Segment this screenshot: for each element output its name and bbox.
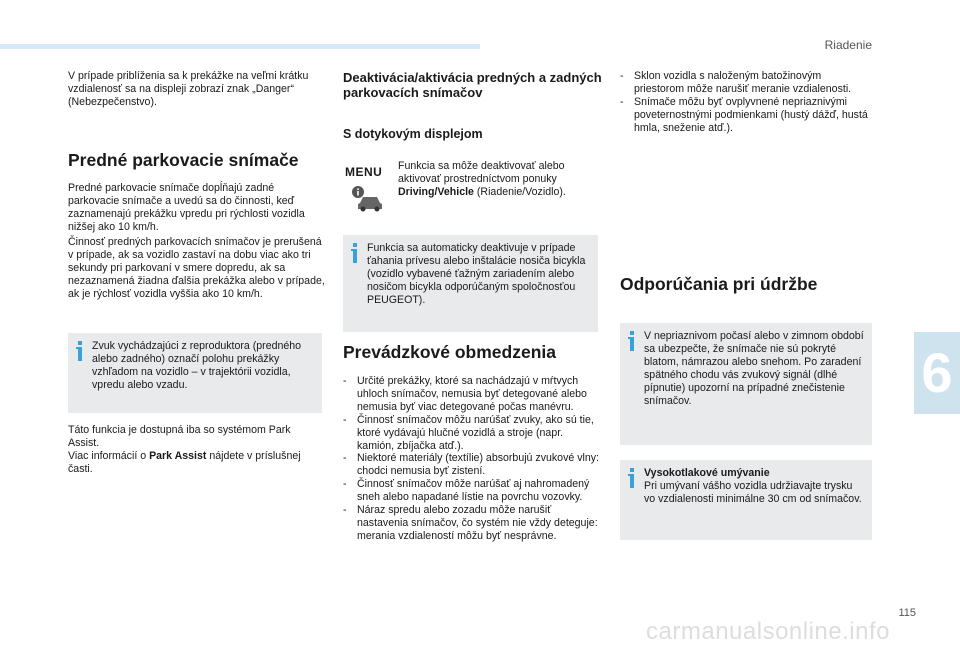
limits-item: - Činnosť snímačov môže narúšať aj nahromadený sneh alebo napadané lístie na povrchu vozovky. bbox=[343, 478, 601, 504]
info-note-weather-text: V nepriaznivom počasí alebo v zimnom období sa ubezpečte, že snímače nie sú pokryté blatom, námrazou alebo snehom. Po zaradení spätného chodu vás zvukový signál (dlhé pípnutie) upozorní na prípadné znečistenie snímačov. bbox=[644, 330, 864, 407]
info-icon bbox=[628, 468, 637, 488]
ref-text-bold: Park Assist bbox=[149, 450, 207, 462]
page-number: 115 bbox=[898, 607, 916, 619]
limits-list-continued bbox=[620, 70, 870, 135]
section-label: Riadenie bbox=[824, 38, 872, 52]
front-sensors-para2: Činnosť predných parkovacích snímačov je prerušená v prípade, ak sa vozidlo zastaví na dobu viac ako tri sekundy pri parkovaní v smere dopredu, ak sa nezaznamená žiadna ďalšia prekážka alebo v prípade, ak je rýchlosť vozidla vyššia ako 10 km/h. bbox=[68, 236, 325, 300]
highpressure-text: Pri umývaní vášho vozidla udržiavajte trysku vo vzdialenosti minimálne 30 cm od snímačov. bbox=[644, 479, 862, 505]
info-icon bbox=[351, 243, 360, 263]
park-assist-availability: Táto funkcia je dostupná iba so systémom Park Assist. bbox=[68, 424, 291, 449]
front-sensors-para1: Predné parkovacie snímače dopĺňajú zadné parkovacie snímače a uvedú sa do činnosti, keď zaznamenajú prekážku vpredu pri rýchlosti vozidla nižšej ako 10 km/h. bbox=[68, 182, 305, 233]
info-note-trailer-text: Funkcia sa automaticky deaktivuje v prípade ťahania prívesu alebo inštalácie nosiča bicykla (vozidlo vybavené ťažným zariadením alebo nosičom bicykla odporúčaným spoločnosťou PEUGEOT). bbox=[367, 242, 586, 306]
limits-item: - Snímače môžu byť ovplyvnené nepriaznivými poveternostnými podmienkami (hustý dážď, hustá hmla, sneženie atď.). bbox=[620, 96, 870, 135]
intro-text: V prípade priblíženia sa k prekážke na veľmi krátku vzdialenosť sa na displeji zobrazí znak „Danger“ (Nebezpečenstvo). bbox=[68, 70, 309, 108]
limits-item: - Niektoré materiály (textílie) absorbujú zvukové vlny: chodci nemusia byť zistení. bbox=[343, 452, 601, 478]
highpressure-title bbox=[644, 467, 864, 480]
maintenance-heading: Odporúčania pri údržbe bbox=[620, 274, 818, 294]
deactivation-heading: Deaktivácia/aktivácia predných a zadných parkovacích snímačov bbox=[343, 70, 602, 100]
info-note-text: Zvuk vychádzajúci z reproduktora (predného alebo zadného) označí polohu prekážky vzhľadom na vozidlo – v trajektórii vozidla, vpredu alebo vzadu. bbox=[92, 340, 302, 391]
info-note-highpressure bbox=[620, 460, 872, 540]
limits-item: - Určité prekážky, ktoré sa nachádzajú v mŕtvych uhloch snímačov, nemusia byť detegované alebo nemusia byť viac detegované počas manévru. bbox=[343, 375, 601, 414]
ref-text-post: nájdete v príslušnej časti. bbox=[68, 450, 301, 475]
header-accent-bar bbox=[0, 44, 480, 49]
ref-text-pre: Viac informácií o bbox=[68, 450, 150, 462]
limits-item: - Náraz spredu alebo zozadu môže narušiť nastavenia snímačov, čo systém nie vždy deteguje: merania vzdialeností môžu byť nesprávne. bbox=[343, 504, 601, 543]
info-note-weather bbox=[620, 323, 872, 445]
highpressure-title-text: Vysokotlakové umývanie bbox=[644, 467, 770, 479]
limits-item: - Sklon vozidla s naloženým batožinovým priestorom môže narušiť meranie vzdialenosti. bbox=[620, 70, 870, 96]
touchscreen-subheading: S dotykovým displejom bbox=[343, 127, 483, 141]
info-note-trailer bbox=[343, 235, 598, 332]
menu-icon: MENU bbox=[345, 165, 383, 179]
info-icon bbox=[76, 341, 85, 361]
driving-vehicle-menu-name: Driving/Vehicle bbox=[398, 185, 474, 198]
car-settings-icon bbox=[352, 186, 386, 212]
menu-text-post: (Riadenie/Vozidlo). bbox=[473, 185, 566, 198]
info-icon bbox=[628, 331, 637, 351]
menu-text-pre: Funkcia sa môže deaktivovať alebo aktivovať prostredníctvom ponuky bbox=[398, 160, 565, 185]
park-assist-reference bbox=[68, 450, 318, 476]
limits-list bbox=[343, 375, 601, 543]
watermark: carmanualsonline.info bbox=[646, 618, 890, 645]
limits-heading: Prevádzkové obmedzenia bbox=[343, 342, 556, 362]
limits-item: - Činnosť snímačov môžu narúšať zvuky, ako sú tie, ktoré vydávajú hlučné vozidlá a stroje (napr. kamión, zbíjačka atď.). bbox=[343, 414, 601, 453]
chapter-tab: 6 bbox=[914, 332, 960, 414]
front-sensors-heading: Predné parkovacie snímače bbox=[68, 150, 299, 170]
menu-instructions bbox=[398, 160, 598, 199]
info-note-sound bbox=[68, 333, 322, 413]
